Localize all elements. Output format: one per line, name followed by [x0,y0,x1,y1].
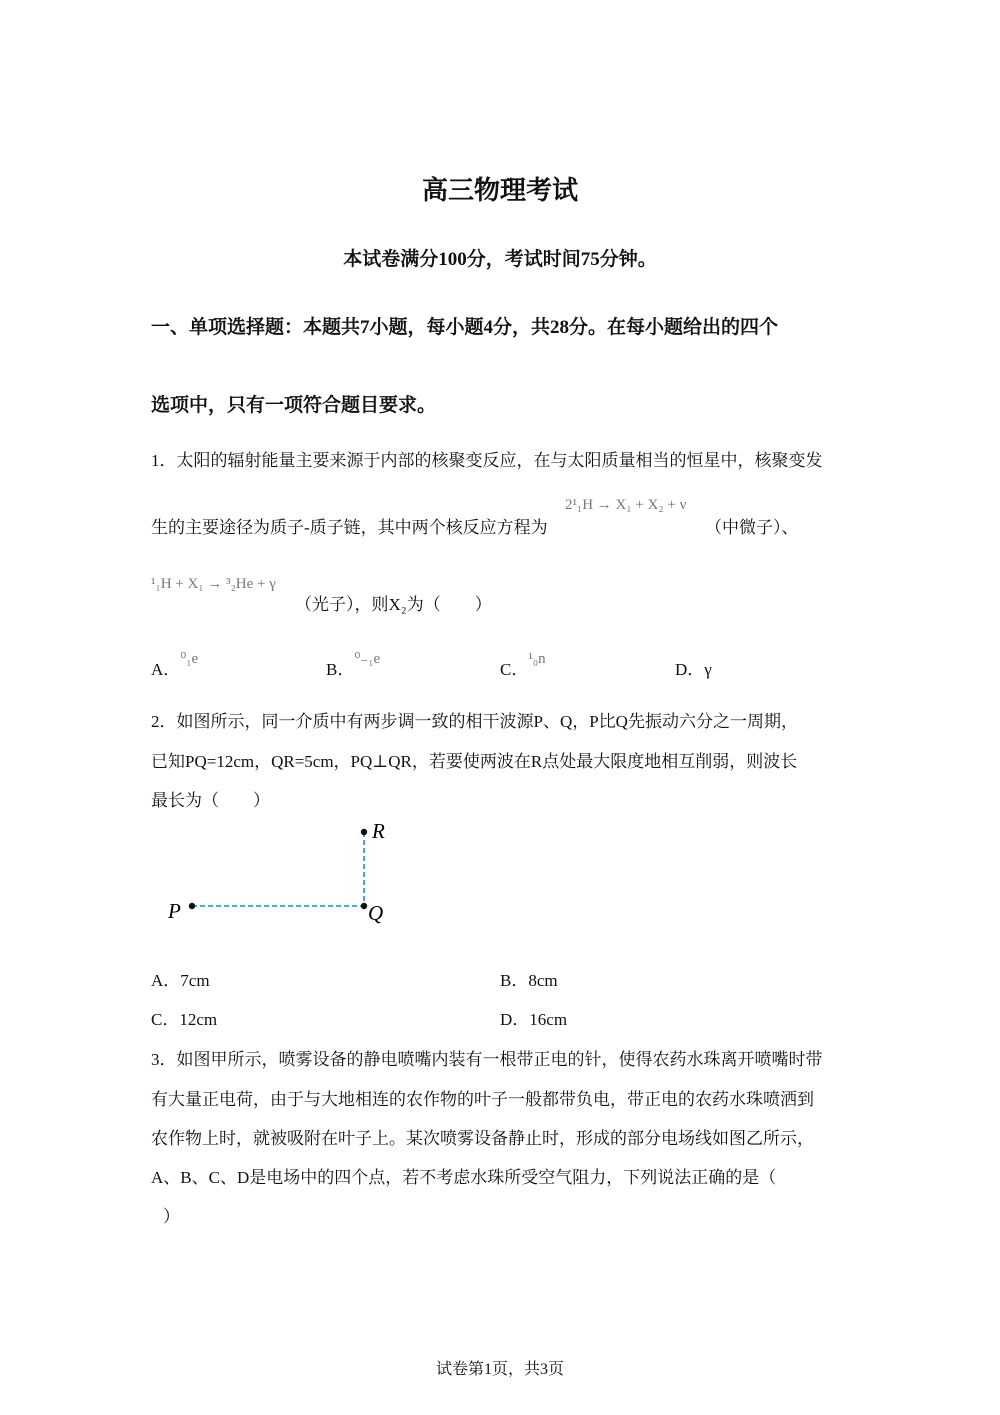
q2-text-line3: 最长为（ ） [151,791,270,810]
label-r: R [372,819,385,843]
q2-option-b[interactable] [500,966,558,991]
q3-text-line1: 3．如图甲所示，喷雾设备的静电喷嘴内装有一根带正电的针，使得农药水珠离开喷嘴时带 [151,1050,823,1069]
q2-figure [160,815,400,935]
q1-option-b[interactable] [326,651,381,680]
option-value: ⁰₁e [180,651,199,667]
page-footer: 试卷第1页，共3页 [435,1361,564,1378]
option-label: B． [326,660,355,679]
label-p: P [168,899,181,923]
q1-equation-1-note: （中微子）、 [705,518,799,537]
q2-option-a[interactable] [151,966,210,991]
label-q: Q [368,901,384,925]
option-value: ⁰₋₁e [354,651,381,667]
q1-equation-2-note: （光子），则X₂为（ ） [295,595,492,614]
q3-text-line2: 有大量正电荷，由于与大地相连的农作物的叶子一般都带负电，带正电的农药水珠喷洒到 [151,1090,814,1109]
point-p [189,903,195,909]
exam-info: 本试卷满分100分，考试时间75分钟。 [343,249,657,270]
q3-text-line4: A、B、C、D是电场中的四个点，若不考虑水珠所受空气阻力，下列说法正确的是（ [151,1168,777,1187]
q3-text-line5: ） [163,1207,180,1226]
section-heading-line2: 选项中，只有一项符合题目要求。 [151,395,437,416]
option-label: C． [151,1010,180,1029]
option-label: D． [675,660,705,679]
q2-text-line1: 2．如图所示，同一介质中有两步调一致的相干波源P、Q，P比Q先振动六分之一周期， [151,712,798,731]
option-value: ¹₀n [528,651,546,667]
option-label: A． [151,971,181,990]
point-q [361,903,367,909]
q1-option-c[interactable] [500,651,546,680]
option-label: D． [500,1010,530,1029]
q1-text-line2: 生的主要途径为质子-质子链，其中两个核反应方程为 [151,518,548,537]
section-heading-line1: 一、单项选择题：本题共7小题，每小题4分，共28分。在每小题给出的四个 [151,317,779,338]
q1-option-d[interactable] [675,655,712,680]
option-label: C． [500,660,529,679]
page-title: 高三物理考试 [421,176,578,206]
option-value: 12cm [179,1010,218,1029]
option-label: B． [500,971,529,990]
point-r [361,829,367,835]
option-value: γ [704,660,712,679]
q1-equation-1: 2¹₁H → X₁ + X₂ + ν [565,497,687,513]
q1-option-a[interactable] [151,651,199,680]
q2-option-c[interactable] [151,1005,217,1030]
q1-text-line1: 1．太阳的辐射能量主要来源于内部的核聚变反应，在与太阳质量相当的恒星中，核聚变发 [151,451,823,470]
q3-text-line3: 农作物上时，就被吸附在叶子上。某次喷雾设备静止时，形成的部分电场线如图乙所示， [151,1129,814,1148]
q2-text-line2: 已知PQ=12cm，QR=5cm，PQ⊥QR，若要使两波在R点处最大限度地相互削弱，则波长 [151,752,798,771]
option-label: A． [151,660,181,679]
q2-option-d[interactable] [500,1005,567,1030]
q1-equation-2: ¹₁H + X₁ → ³₂He + γ [151,576,276,592]
option-value: 8cm [528,971,558,990]
option-value: 7cm [180,971,210,990]
option-value: 16cm [529,1010,568,1029]
